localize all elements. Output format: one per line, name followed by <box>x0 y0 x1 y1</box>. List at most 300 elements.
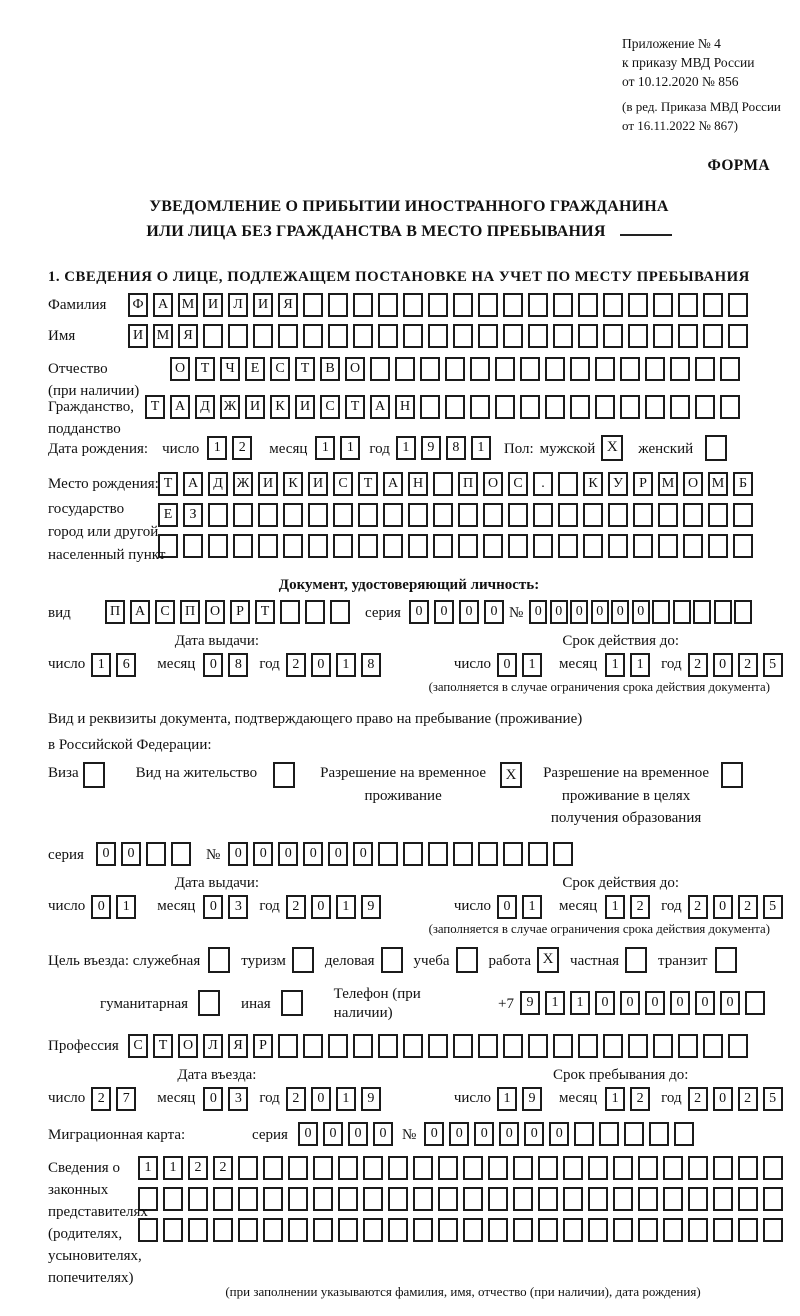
profession-label: Профессия <box>48 1037 119 1054</box>
form-cell: К <box>270 395 290 419</box>
form-cell <box>495 357 515 381</box>
form-cell: 0 <box>434 600 454 624</box>
form-cell <box>563 1156 583 1180</box>
form-cell <box>545 357 565 381</box>
form-cell <box>353 1034 373 1058</box>
form-cell <box>538 1187 558 1211</box>
form-cell: 0 <box>298 1122 318 1146</box>
form-cell <box>383 503 403 527</box>
form-cell: 5 <box>763 1087 783 1111</box>
guardians-cells-2 <box>138 1187 788 1211</box>
form-cell <box>763 1187 783 1211</box>
form-cell: К <box>583 472 603 496</box>
form-cell <box>583 503 603 527</box>
form-cell <box>358 503 378 527</box>
month-label: месяц <box>269 440 308 457</box>
appendix-reference <box>622 34 770 91</box>
form-cell <box>625 947 647 973</box>
form-cell: 0 <box>373 1122 393 1146</box>
form-cell <box>583 534 603 558</box>
form-cell: 1 <box>522 895 542 919</box>
series-label: серия <box>48 846 84 863</box>
valid-until-row <box>454 895 788 919</box>
form-cell: Р <box>633 472 653 496</box>
form-cell <box>463 1187 483 1211</box>
form-cell <box>588 1218 608 1242</box>
month-label: месяц <box>157 898 196 915</box>
id-valid-group <box>454 633 788 677</box>
month-label: месяц <box>559 1090 598 1107</box>
form-cell <box>478 324 498 348</box>
permit-number-cells <box>228 842 578 866</box>
form-cell <box>721 762 743 788</box>
form-cell: 0 <box>695 991 715 1015</box>
form-cell: 0 <box>713 1087 733 1111</box>
purpose-business-checkbox <box>381 947 408 973</box>
form-cell <box>653 324 673 348</box>
birth-month-cells <box>315 436 365 460</box>
form-cell <box>378 293 398 317</box>
form-cell: 2 <box>688 653 708 677</box>
form-cell <box>713 1218 733 1242</box>
day-label: число <box>162 440 200 457</box>
form-cell: Д <box>208 472 228 496</box>
form-cell <box>478 1034 498 1058</box>
form-cell: 2 <box>232 436 252 460</box>
form-cell: . <box>533 472 553 496</box>
form-cell: 2 <box>738 895 758 919</box>
form-cell <box>588 1187 608 1211</box>
visa-label: Виза <box>48 765 79 782</box>
entry-month-cells <box>203 1087 253 1111</box>
form-cell <box>438 1187 458 1211</box>
form-cell <box>313 1187 333 1211</box>
form-cell <box>292 947 314 973</box>
form-cell <box>403 324 423 348</box>
form-cell <box>720 395 740 419</box>
id-series-cells <box>409 600 509 624</box>
form-cell <box>433 472 453 496</box>
form-cell <box>278 324 298 348</box>
issue-date-row <box>48 895 386 919</box>
form-cell <box>328 293 348 317</box>
form-cell: А <box>370 395 390 419</box>
form-cell <box>428 293 448 317</box>
form-cell: И <box>203 293 223 317</box>
form-cell <box>395 357 415 381</box>
form-cell: 2 <box>91 1087 111 1111</box>
form-cell <box>478 842 498 866</box>
form-cell: 2 <box>630 1087 650 1111</box>
form-cell <box>458 534 478 558</box>
form-cell <box>658 534 678 558</box>
purpose-private-checkbox <box>625 947 652 973</box>
form-cell: Т <box>195 357 215 381</box>
form-cell: 0 <box>121 842 141 866</box>
form-cell <box>338 1156 358 1180</box>
form-title-line1: УВЕДОМЛЕНИЕ О ПРИБЫТИИ ИНОСТРАННОГО ГРАЖДАНИНА <box>149 198 669 216</box>
form-cell <box>358 534 378 558</box>
form-cell: X <box>500 762 522 788</box>
id-doc-heading: Документ, удостоверяющий личность: <box>278 576 540 593</box>
form-cell <box>288 1156 308 1180</box>
form-cell <box>403 293 423 317</box>
id-valid-year-cells <box>688 653 788 677</box>
form-cell <box>693 600 711 624</box>
number-label: № <box>508 604 524 621</box>
form-cell: 0 <box>713 895 733 919</box>
form-cell <box>620 395 640 419</box>
form-cell <box>533 503 553 527</box>
form-cell <box>520 357 540 381</box>
form-cell: С <box>333 472 353 496</box>
guardians-note: (при заполнении указываются фамилия, имя, отчество (при наличии), дата рождения) <box>225 1283 701 1299</box>
form-cell: 0 <box>353 842 373 866</box>
entry-date-group <box>48 1067 386 1111</box>
field-row-purpose2-phone <box>48 982 770 1024</box>
form-cell <box>433 503 453 527</box>
temp-residence-edu-label: Разрешение на временное проживание в целях получения образования <box>543 765 710 827</box>
form-cell: 0 <box>524 1122 544 1146</box>
form-cell: 1 <box>163 1156 183 1180</box>
form-cell: 1 <box>315 436 335 460</box>
form-cell: 0 <box>278 842 298 866</box>
form-cell: С <box>508 472 528 496</box>
form-cell <box>508 534 528 558</box>
form-cell <box>652 600 670 624</box>
stay-until-row <box>454 1087 788 1111</box>
form-cell: Н <box>408 472 428 496</box>
form-cell: 1 <box>630 653 650 677</box>
citizenship-cells <box>145 395 745 419</box>
form-cell <box>613 1187 633 1211</box>
entry-date-row <box>48 1087 386 1111</box>
form-cell <box>608 503 628 527</box>
form-cell <box>574 1122 594 1146</box>
section1-heading: 1. СВЕДЕНИЯ О ЛИЦЕ, ПОДЛЕЖАЩЕМ ПОСТАНОВКЕ НА УЧЕТ ПО МЕСТУ ПРЕБЫВАНИЯ <box>48 268 750 285</box>
month-label: месяц <box>157 656 196 673</box>
form-cell <box>703 1034 723 1058</box>
form-cell <box>238 1187 258 1211</box>
series-label: серия <box>252 1126 288 1143</box>
form-cell <box>238 1218 258 1242</box>
day-label: число <box>48 898 86 915</box>
form-cell: 6 <box>116 653 136 677</box>
form-cell <box>638 1187 658 1211</box>
field-row-permit-number <box>48 842 770 866</box>
form-cell <box>453 324 473 348</box>
form-cell <box>595 395 615 419</box>
birth-day-cells <box>207 436 257 460</box>
form-cell: 0 <box>713 653 733 677</box>
birth-place-cells-3 <box>158 534 758 558</box>
amendment-line: от 16.11.2022 № 867) <box>622 117 739 133</box>
form-cell <box>280 600 300 624</box>
form-cell: 1 <box>497 1087 517 1111</box>
form-cell <box>645 357 665 381</box>
form-cell: 0 <box>311 653 331 677</box>
sex-label: Пол: <box>503 440 534 457</box>
amendment-line: (в ред. Приказа МВД России <box>622 99 781 115</box>
form-cell <box>695 395 715 419</box>
form-cell <box>578 1034 598 1058</box>
form-cell: О <box>170 357 190 381</box>
form-cell <box>528 293 548 317</box>
stay-month-cells <box>605 1087 655 1111</box>
form-cell: 0 <box>203 1087 223 1111</box>
appendix-line: Приложение № 4 <box>622 36 721 51</box>
form-cell <box>458 503 478 527</box>
form-cell <box>703 293 723 317</box>
form-cell <box>520 395 540 419</box>
form-cell <box>408 534 428 558</box>
form-cell: М <box>708 472 728 496</box>
form-cell: 2 <box>188 1156 208 1180</box>
form-cell <box>708 503 728 527</box>
form-cell: 0 <box>203 895 223 919</box>
form-cell <box>483 503 503 527</box>
form-cell <box>428 324 448 348</box>
residence-permit-label: Вид на жительство <box>135 765 258 782</box>
form-cell <box>538 1218 558 1242</box>
field-row-patronymic <box>48 357 770 399</box>
form-cell: 0 <box>323 1122 343 1146</box>
form-cell <box>673 600 691 624</box>
form-cell: 0 <box>497 653 517 677</box>
form-cell <box>403 1034 423 1058</box>
day-label: число <box>453 898 492 915</box>
residence-permit-checkbox <box>273 762 300 788</box>
form-cell: 2 <box>688 1087 708 1111</box>
form-cell: 9 <box>361 1087 381 1111</box>
form-cell <box>433 534 453 558</box>
form-cell <box>453 1034 473 1058</box>
surname-cells <box>128 293 753 317</box>
form-cell: 0 <box>303 842 323 866</box>
form-cell: 1 <box>471 436 491 460</box>
form-cell: И <box>253 293 273 317</box>
form-cell: С <box>270 357 290 381</box>
form-cell: Ф <box>128 293 148 317</box>
valid-until-heading: Срок действия до: <box>562 874 680 891</box>
form-cell <box>313 1156 333 1180</box>
form-cell <box>208 947 230 973</box>
guardians-cells-3 <box>138 1218 788 1242</box>
form-cell: 0 <box>529 600 547 624</box>
entry-stay-dates <box>48 1066 777 1111</box>
form-cell: 2 <box>738 653 758 677</box>
form-cell: У <box>608 472 628 496</box>
form-cell <box>253 324 273 348</box>
form-cell <box>333 503 353 527</box>
form-cell: О <box>178 1034 198 1058</box>
form-cell <box>470 357 490 381</box>
patronymic-cells <box>170 357 745 381</box>
purpose-study-label: учеба <box>413 952 450 969</box>
form-cell <box>628 293 648 317</box>
form-cell <box>338 1187 358 1211</box>
form-cell <box>353 324 373 348</box>
form-cell: 0 <box>348 1122 368 1146</box>
purpose-other-label: иная <box>241 995 271 1012</box>
form-cell <box>495 395 515 419</box>
form-cell <box>273 762 295 788</box>
form-cell: 0 <box>409 600 429 624</box>
permit-issue-day-cells <box>91 895 141 919</box>
form-cell: О <box>205 600 225 624</box>
form-cell <box>528 324 548 348</box>
form-cell <box>715 947 737 973</box>
form-cell <box>208 503 228 527</box>
form-cell <box>283 534 303 558</box>
form-cell <box>513 1156 533 1180</box>
form-cell <box>288 1187 308 1211</box>
form-cell <box>413 1187 433 1211</box>
form-cell <box>528 842 548 866</box>
form-cell <box>688 1156 708 1180</box>
form-cell <box>663 1218 683 1242</box>
form-cell <box>563 1187 583 1211</box>
form-cell: 1 <box>605 653 625 677</box>
form-cell <box>508 503 528 527</box>
form-cell: А <box>383 472 403 496</box>
form-cell: 2 <box>286 895 306 919</box>
form-cell <box>328 1034 348 1058</box>
form-cell <box>83 762 105 788</box>
year-label: год <box>661 656 682 673</box>
form-cell <box>233 503 253 527</box>
permit-issue-month-cells <box>203 895 253 919</box>
form-cell <box>683 534 703 558</box>
field-row-given-name <box>48 324 770 348</box>
form-cell <box>678 293 698 317</box>
form-cell <box>333 534 353 558</box>
form-cell <box>438 1156 458 1180</box>
form-cell <box>363 1218 383 1242</box>
form-cell <box>463 1218 483 1242</box>
form-cell <box>513 1187 533 1211</box>
form-cell <box>688 1218 708 1242</box>
guardians-label: Сведения о законных представителях (родителях, усыновителях, попечителях) <box>48 1159 148 1286</box>
form-cell <box>553 324 573 348</box>
year-label: год <box>259 898 280 915</box>
form-cell: И <box>258 472 278 496</box>
purpose-humanitarian-label: гуманитарная <box>100 995 189 1012</box>
form-cell <box>653 1034 673 1058</box>
form-cell <box>288 1218 308 1242</box>
form-cell <box>228 324 248 348</box>
form-cell <box>203 324 223 348</box>
form-cell <box>670 395 690 419</box>
temp-residence-edu-option <box>543 762 748 830</box>
sex-male-checkbox <box>601 435 628 461</box>
form-cell <box>388 1187 408 1211</box>
form-cell <box>198 990 220 1016</box>
form-cell: 1 <box>336 1087 356 1111</box>
form-cell: П <box>180 600 200 624</box>
form-cell: С <box>128 1034 148 1058</box>
form-cell <box>728 1034 748 1058</box>
form-cell <box>303 293 323 317</box>
purpose-private-label: частная <box>570 952 620 969</box>
form-cell: 0 <box>311 1087 331 1111</box>
id-doc-dates <box>48 632 777 677</box>
day-label: число <box>48 656 86 673</box>
form-cell <box>463 1156 483 1180</box>
form-cell: X <box>601 435 623 461</box>
form-cell: М <box>153 324 173 348</box>
given-name-label: Имя <box>48 327 76 344</box>
form-cell: 1 <box>545 991 565 1015</box>
visa-option <box>48 762 110 788</box>
form-cell <box>738 1156 758 1180</box>
form-cell: А <box>153 293 173 317</box>
form-cell <box>658 503 678 527</box>
permit-issue-group <box>48 875 386 919</box>
form-cell <box>503 324 523 348</box>
purpose-label: Цель въезда: служебная <box>48 952 201 969</box>
form-cell: П <box>458 472 478 496</box>
form-cell: И <box>295 395 315 419</box>
form-cell <box>258 503 278 527</box>
id-issue-group <box>48 633 386 677</box>
form-cell: И <box>308 472 328 496</box>
form-cell <box>378 324 398 348</box>
form-cell <box>553 293 573 317</box>
id-issue-month-cells <box>203 653 253 677</box>
validity-note: (заполняется в случае ограничения срока действия документа) <box>428 679 770 694</box>
mk-series-cells <box>298 1122 398 1146</box>
form-cell: О <box>683 472 703 496</box>
form-cell: К <box>283 472 303 496</box>
form-cell: 0 <box>570 600 588 624</box>
series-label: серия <box>365 604 401 621</box>
form-cell <box>570 395 590 419</box>
form-cell: М <box>658 472 678 496</box>
form-cell <box>708 534 728 558</box>
form-cell <box>453 293 473 317</box>
form-cell <box>413 1218 433 1242</box>
day-label: число <box>48 1090 86 1107</box>
month-label: месяц <box>157 1090 196 1107</box>
field-row-surname <box>48 293 770 317</box>
form-cell <box>308 534 328 558</box>
form-cell <box>313 1218 333 1242</box>
form-cell <box>738 1218 758 1242</box>
temp-residence-option <box>320 762 527 807</box>
form-cell: 0 <box>474 1122 494 1146</box>
form-cell <box>470 395 490 419</box>
form-cell <box>213 1218 233 1242</box>
issue-date-heading: Дата выдачи: <box>174 632 260 649</box>
mk-number-cells <box>424 1122 699 1146</box>
form-cell <box>733 534 753 558</box>
form-cell: 1 <box>336 653 356 677</box>
form-cell: 0 <box>549 1122 569 1146</box>
form-cell <box>453 842 473 866</box>
form-cell: 0 <box>595 991 615 1015</box>
valid-until-row <box>454 653 788 677</box>
form-cell <box>720 357 740 381</box>
form-cell <box>163 1218 183 1242</box>
form-cell <box>595 357 615 381</box>
form-cell <box>428 842 448 866</box>
form-cell: 2 <box>738 1087 758 1111</box>
form-cell <box>378 1034 398 1058</box>
form-cell: 9 <box>421 436 441 460</box>
field-row-guardians <box>48 1156 770 1286</box>
form-cell: 0 <box>720 991 740 1015</box>
